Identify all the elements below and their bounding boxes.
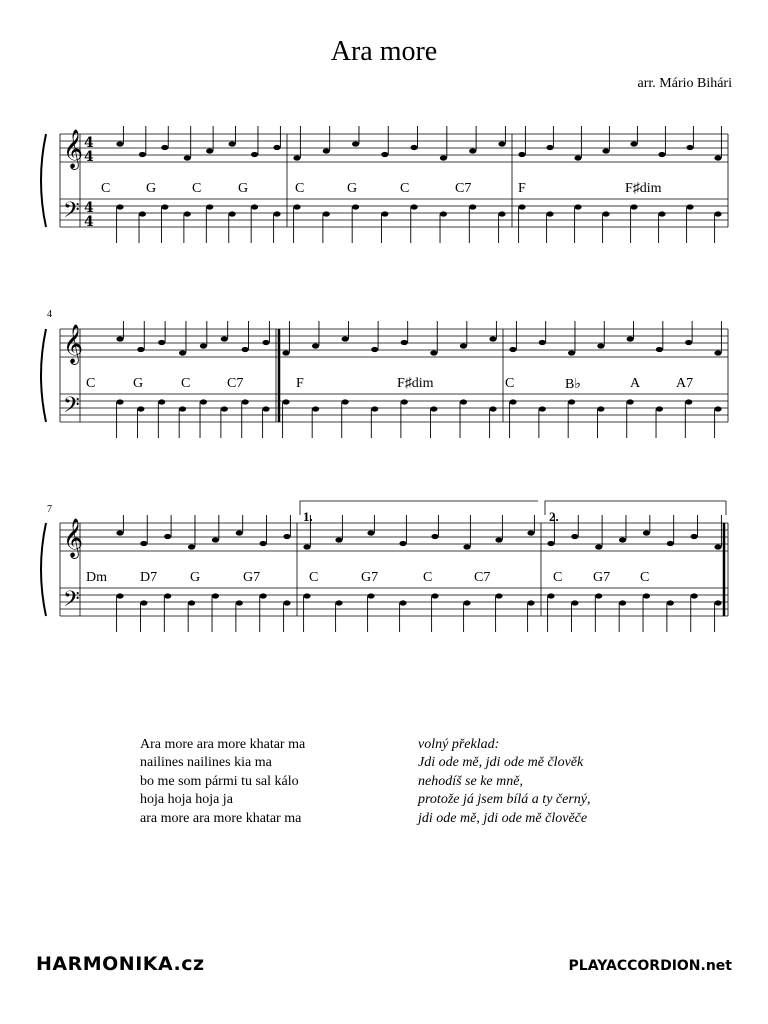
note-head <box>342 399 349 404</box>
chord-symbol: D7 <box>140 570 158 585</box>
chord-symbol: B♭ <box>565 377 581 392</box>
note-head <box>627 336 634 341</box>
chord-symbol: G7 <box>593 570 611 585</box>
note-head <box>262 406 269 411</box>
note-head <box>200 343 207 348</box>
note-head <box>212 593 219 598</box>
note-head <box>273 145 280 150</box>
note-head <box>691 534 698 539</box>
note-head <box>164 593 171 598</box>
chord-symbol: F <box>296 376 304 391</box>
note-head <box>571 534 578 539</box>
chord-symbol: G7 <box>243 570 261 585</box>
chord-symbol: C <box>423 570 433 585</box>
note-head <box>158 340 165 345</box>
lyrics-line: ara more ara more khatar ma <box>140 810 302 826</box>
note-head <box>685 340 692 345</box>
note-head <box>161 145 168 150</box>
note-head <box>116 141 123 146</box>
note-head <box>371 406 378 411</box>
note-head <box>399 541 406 546</box>
note-head <box>460 343 467 348</box>
note-head <box>489 336 496 341</box>
note-head <box>714 350 721 355</box>
note-head <box>335 537 342 542</box>
note-head <box>137 406 144 411</box>
translation-line: nehodíš se ke mně, <box>418 773 523 789</box>
note-head <box>262 340 269 345</box>
lyrics-line: bo me som pármi tu sal kálo <box>140 773 299 789</box>
note-head <box>667 600 674 605</box>
note-head <box>251 204 258 209</box>
note-head <box>602 148 609 153</box>
note-head <box>312 343 319 348</box>
chord-symbol: C <box>101 181 111 196</box>
note-head <box>495 537 502 542</box>
time-signature-lower: 4 <box>84 149 94 165</box>
note-head <box>489 406 496 411</box>
chord-symbol: F♯dim <box>397 376 434 391</box>
note-head <box>714 600 721 605</box>
note-head <box>282 399 289 404</box>
chord-symbol: F♯dim <box>625 181 662 196</box>
chord-symbol: G <box>133 376 144 391</box>
note-head <box>411 204 418 209</box>
note-head <box>568 399 575 404</box>
note-head <box>303 544 310 549</box>
note-head <box>206 148 213 153</box>
note-head <box>518 152 525 157</box>
translation-heading: volný překlad: <box>418 737 500 752</box>
note-head <box>691 593 698 598</box>
note-head <box>164 534 171 539</box>
note-head <box>260 593 267 598</box>
chord-symbol: C <box>309 570 319 585</box>
note-head <box>236 600 243 605</box>
note-head <box>236 530 243 535</box>
note-head <box>401 399 408 404</box>
note-head <box>116 204 123 209</box>
note-head <box>352 204 359 209</box>
note-head <box>509 399 516 404</box>
chord-symbol: C <box>400 181 410 196</box>
note-head <box>686 145 693 150</box>
lyrics-line: Ara more ara more khatar ma <box>140 737 306 752</box>
note-head <box>430 406 437 411</box>
note-head <box>323 148 330 153</box>
note-head <box>283 600 290 605</box>
note-head <box>643 530 650 535</box>
note-head <box>574 155 581 160</box>
note-head <box>619 537 626 542</box>
note-head <box>221 406 228 411</box>
note-head <box>440 211 447 216</box>
chord-symbol: A <box>630 376 641 391</box>
lyrics-line: nailines nailines kia ma <box>140 755 272 771</box>
note-head <box>137 347 144 352</box>
chord-symbol: G <box>238 181 249 196</box>
note-head <box>595 593 602 598</box>
measure-number-7: 7 <box>47 504 52 515</box>
note-head <box>627 399 634 404</box>
note-head <box>161 204 168 209</box>
note-head <box>179 350 186 355</box>
note-head <box>460 399 467 404</box>
chord-symbol: C <box>86 376 96 391</box>
note-head <box>184 211 191 216</box>
note-head <box>116 530 123 535</box>
note-head <box>399 600 406 605</box>
note-head <box>158 399 165 404</box>
chord-symbol: C7 <box>227 376 244 391</box>
note-head <box>401 340 408 345</box>
note-head <box>440 155 447 160</box>
note-head <box>463 544 470 549</box>
time-signature-lower: 4 <box>84 214 94 230</box>
note-head <box>303 593 310 598</box>
note-head <box>602 211 609 216</box>
note-head <box>335 600 342 605</box>
arranger: arr. Mário Bihári <box>637 76 732 91</box>
note-head <box>381 211 388 216</box>
lyrics-block <box>140 736 305 828</box>
chord-symbol: C <box>640 570 650 585</box>
note-head <box>568 350 575 355</box>
note-head <box>658 152 665 157</box>
note-head <box>714 406 721 411</box>
chord-symbol: C <box>553 570 563 585</box>
note-head <box>229 211 236 216</box>
note-head <box>212 537 219 542</box>
playaccordion-logo[interactable]: PLAYACCORDION.net <box>568 958 732 974</box>
note-head <box>229 141 236 146</box>
note-head <box>597 343 604 348</box>
note-head <box>686 204 693 209</box>
note-head <box>619 600 626 605</box>
note-head <box>546 145 553 150</box>
note-head <box>242 399 249 404</box>
note-head <box>188 544 195 549</box>
note-head <box>184 155 191 160</box>
chord-symbol: Dm <box>86 570 107 585</box>
note-head <box>431 593 438 598</box>
chord-symbol: C7 <box>474 570 491 585</box>
note-head <box>293 204 300 209</box>
note-head <box>714 155 721 160</box>
time-signature-upper: 4 <box>84 200 94 216</box>
chord-symbol: C <box>192 181 202 196</box>
note-head <box>206 204 213 209</box>
note-head <box>595 544 602 549</box>
note-head <box>667 541 674 546</box>
treble-clef-icon: 𝄞 <box>63 518 84 558</box>
bass-clef-icon: 𝄢 <box>63 393 80 423</box>
note-head <box>539 340 546 345</box>
chord-symbol: A7 <box>676 376 694 391</box>
note-head <box>643 593 650 598</box>
note-head <box>283 534 290 539</box>
chord-symbol: C <box>181 376 191 391</box>
note-head <box>352 141 359 146</box>
note-head <box>430 350 437 355</box>
note-head <box>323 211 330 216</box>
bass-clef-icon: 𝄢 <box>63 198 80 228</box>
note-head <box>656 347 663 352</box>
note-head <box>546 211 553 216</box>
note-head <box>527 600 534 605</box>
note-head <box>630 204 637 209</box>
note-head <box>200 399 207 404</box>
note-head <box>714 211 721 216</box>
treble-clef-icon: 𝄞 <box>63 324 84 364</box>
note-head <box>367 530 374 535</box>
note-head <box>469 148 476 153</box>
note-head <box>282 350 289 355</box>
note-head <box>571 600 578 605</box>
note-head <box>260 541 267 546</box>
note-head <box>656 406 663 411</box>
harmonika-logo[interactable]: HARMONIKA.cz <box>36 953 205 975</box>
note-head <box>498 141 505 146</box>
note-head <box>431 534 438 539</box>
treble-clef-icon: 𝄞 <box>63 129 84 169</box>
note-head <box>179 406 186 411</box>
chord-symbol: C7 <box>455 181 472 196</box>
note-head <box>116 593 123 598</box>
note-head <box>116 336 123 341</box>
note-head <box>469 204 476 209</box>
chord-symbol: C <box>505 376 515 391</box>
measure-number-4: 4 <box>47 309 52 320</box>
note-head <box>411 145 418 150</box>
translation-line: protože já jsem bílá a ty černý, <box>418 792 591 808</box>
translation-line: Jdi ode mě, jdi ode mě člověk <box>418 755 584 771</box>
note-head <box>509 347 516 352</box>
note-head <box>188 600 195 605</box>
time-signature-upper: 4 <box>84 135 94 151</box>
note-head <box>574 204 581 209</box>
note-head <box>367 593 374 598</box>
page-title: Ara more <box>330 36 438 67</box>
chord-symbol: G7 <box>361 570 379 585</box>
note-head <box>597 406 604 411</box>
note-head <box>342 336 349 341</box>
note-head <box>116 399 123 404</box>
note-head <box>139 211 146 216</box>
note-head <box>518 204 525 209</box>
chord-symbol: G <box>347 181 358 196</box>
lyrics-line: hoja hoja hoja ja <box>140 792 233 808</box>
chord-symbol: G <box>146 181 157 196</box>
note-head <box>495 593 502 598</box>
note-head <box>685 399 692 404</box>
note-head <box>714 544 721 549</box>
note-head <box>371 347 378 352</box>
bass-clef-icon: 𝄢 <box>63 587 80 617</box>
note-head <box>139 152 146 157</box>
chord-symbol: F <box>518 181 526 196</box>
note-head <box>498 211 505 216</box>
note-head <box>463 600 470 605</box>
volta-first-ending: 1. <box>303 509 313 524</box>
note-head <box>381 152 388 157</box>
note-head <box>242 347 249 352</box>
note-head <box>312 406 319 411</box>
note-head <box>547 541 554 546</box>
note-head <box>547 593 554 598</box>
note-head <box>221 336 228 341</box>
note-head <box>140 541 147 546</box>
translation-line: jdi ode mě, jdi ode mě člověče <box>418 810 588 826</box>
chord-symbol: C <box>295 181 305 196</box>
note-head <box>273 211 280 216</box>
note-head <box>293 155 300 160</box>
note-head <box>527 530 534 535</box>
chord-symbol: G <box>190 570 201 585</box>
volta-second-ending: 2. <box>549 509 559 524</box>
note-head <box>658 211 665 216</box>
note-head <box>539 406 546 411</box>
note-head <box>630 141 637 146</box>
note-head <box>140 600 147 605</box>
note-head <box>251 152 258 157</box>
translation-block <box>418 736 591 828</box>
